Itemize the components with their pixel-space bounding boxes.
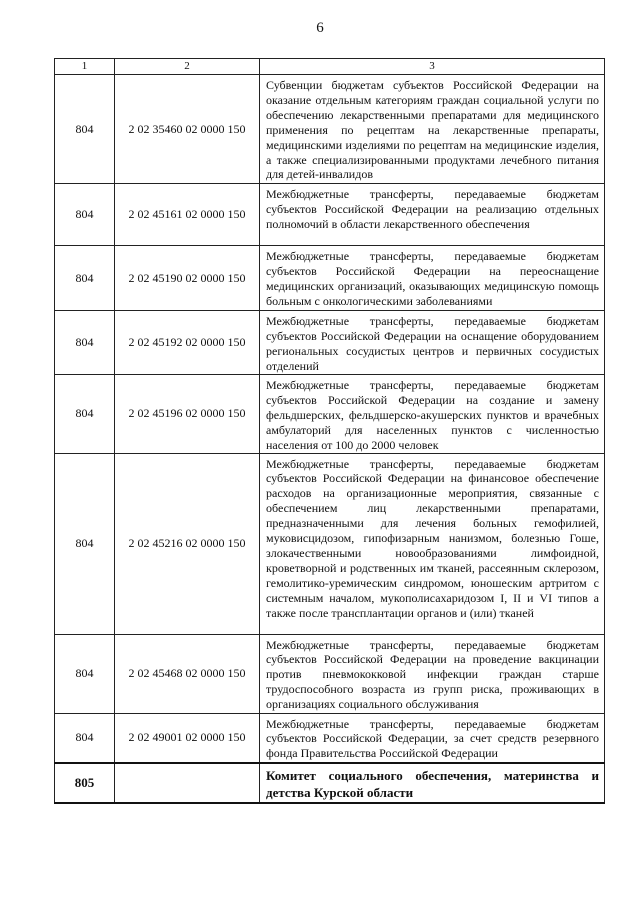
column-header-1: 1: [55, 59, 115, 75]
description-cell: Межбюджетные трансферты, передаваемые бюджетам субъектов Российской Федерации на создание и замену фельдшерских, фельдшерско-акушерских пунктов и врачебных амбулаторий для населенных пунктов с численностью населения от 100 до 2000 человек: [260, 375, 605, 454]
table-row: [55, 246, 605, 311]
column-header-2: 2: [115, 59, 260, 75]
admin-code-cell: 804: [55, 311, 115, 375]
table-row: [55, 634, 605, 713]
admin-code-cell: 804: [55, 634, 115, 713]
description-cell: Субвенции бюджетам субъектов Российской Федерации на оказание отдельным категориям граждан социальной услуги по обеспечению лекарственными препаратами для медицинского применения по рецептам на лекарственные препараты, медицинскими изделиями по рецептам на медицинские изделия, а также специализированными продуктами лечебного питания для детей-инвалидов: [260, 75, 605, 184]
revenue-code-cell: 2 02 35460 02 0000 150: [115, 75, 260, 184]
table-row: [55, 75, 605, 184]
admin-code-cell: 804: [55, 75, 115, 184]
table-row-section-header: [55, 763, 605, 803]
table-header-row: [55, 59, 605, 75]
admin-code-cell: 804: [55, 184, 115, 246]
revenue-code-cell: [115, 763, 260, 803]
admin-code-cell: 804: [55, 375, 115, 454]
description-cell: Межбюджетные трансферты, передаваемые бюджетам субъектов Российской Федерации на реализацию отдельных полномочий в области лекарственного обеспечения: [260, 184, 605, 246]
description-cell: Комитет социального обеспечения, материнства и детства Курской области: [260, 763, 605, 803]
description-cell: Межбюджетные трансферты, передаваемые бюджетам субъектов Российской Федерации на оснащение оборудованием региональных сосудистых центров и первичных сосудистых отделений: [260, 311, 605, 375]
table-row: [55, 311, 605, 375]
description-cell: Межбюджетные трансферты, передаваемые бюджетам субъектов Российской Федерации на переоснащение медицинских организаций, оказывающих медицинскую помощь больным с онкологическими заболеваниями: [260, 246, 605, 311]
page-number: 6: [316, 20, 324, 36]
table-row: [55, 453, 605, 634]
table-row: [55, 713, 605, 763]
revenue-code-cell: 2 02 45216 02 0000 150: [115, 453, 260, 634]
description-cell: Межбюджетные трансферты, передаваемые бюджетам субъектов Российской Федерации, за счет средств резервного фонда Правительства Российской Федерации: [260, 713, 605, 763]
admin-code-cell: 804: [55, 246, 115, 311]
admin-code-cell: 805: [55, 763, 115, 803]
admin-code-cell: 804: [55, 453, 115, 634]
description-cell: Межбюджетные трансферты, передаваемые бюджетам субъектов Российской Федерации на проведение вакцинации против пневмококковой инфекции граждан старше трудоспособного возраста из групп риска, проживающих в организациях социального обслуживания: [260, 634, 605, 713]
admin-code-cell: 804: [55, 713, 115, 763]
revenue-code-cell: 2 02 45468 02 0000 150: [115, 634, 260, 713]
table-row: [55, 375, 605, 454]
revenue-code-cell: 2 02 49001 02 0000 150: [115, 713, 260, 763]
revenue-code-cell: 2 02 45192 02 0000 150: [115, 311, 260, 375]
description-cell: Межбюджетные трансферты, передаваемые бюджетам субъектов Российской Федерации на финансовое обеспечение расходов на организационные мероприятия, связанные с обеспечением лиц лекарственными препаратами, предназначенными для лечения больных гемофилией, муковисцидозом, гипофизарным нанизмом, болезнью Гоше, злокачественными новообразованиями лимфоидной, кроветворной и родственных им тканей, рассеянным склерозом, гемолитико-уремическим синдромом, юношеским артритом с системным началом, мукополисахаридозом I, II и VI типов а также после трансплантации органов и (или) тканей: [260, 453, 605, 634]
revenue-code-cell: 2 02 45161 02 0000 150: [115, 184, 260, 246]
revenue-code-cell: 2 02 45190 02 0000 150: [115, 246, 260, 311]
revenue-code-cell: 2 02 45196 02 0000 150: [115, 375, 260, 454]
table-row: [55, 184, 605, 246]
budget-codes-table: [54, 58, 605, 804]
column-header-3: 3: [260, 59, 605, 75]
